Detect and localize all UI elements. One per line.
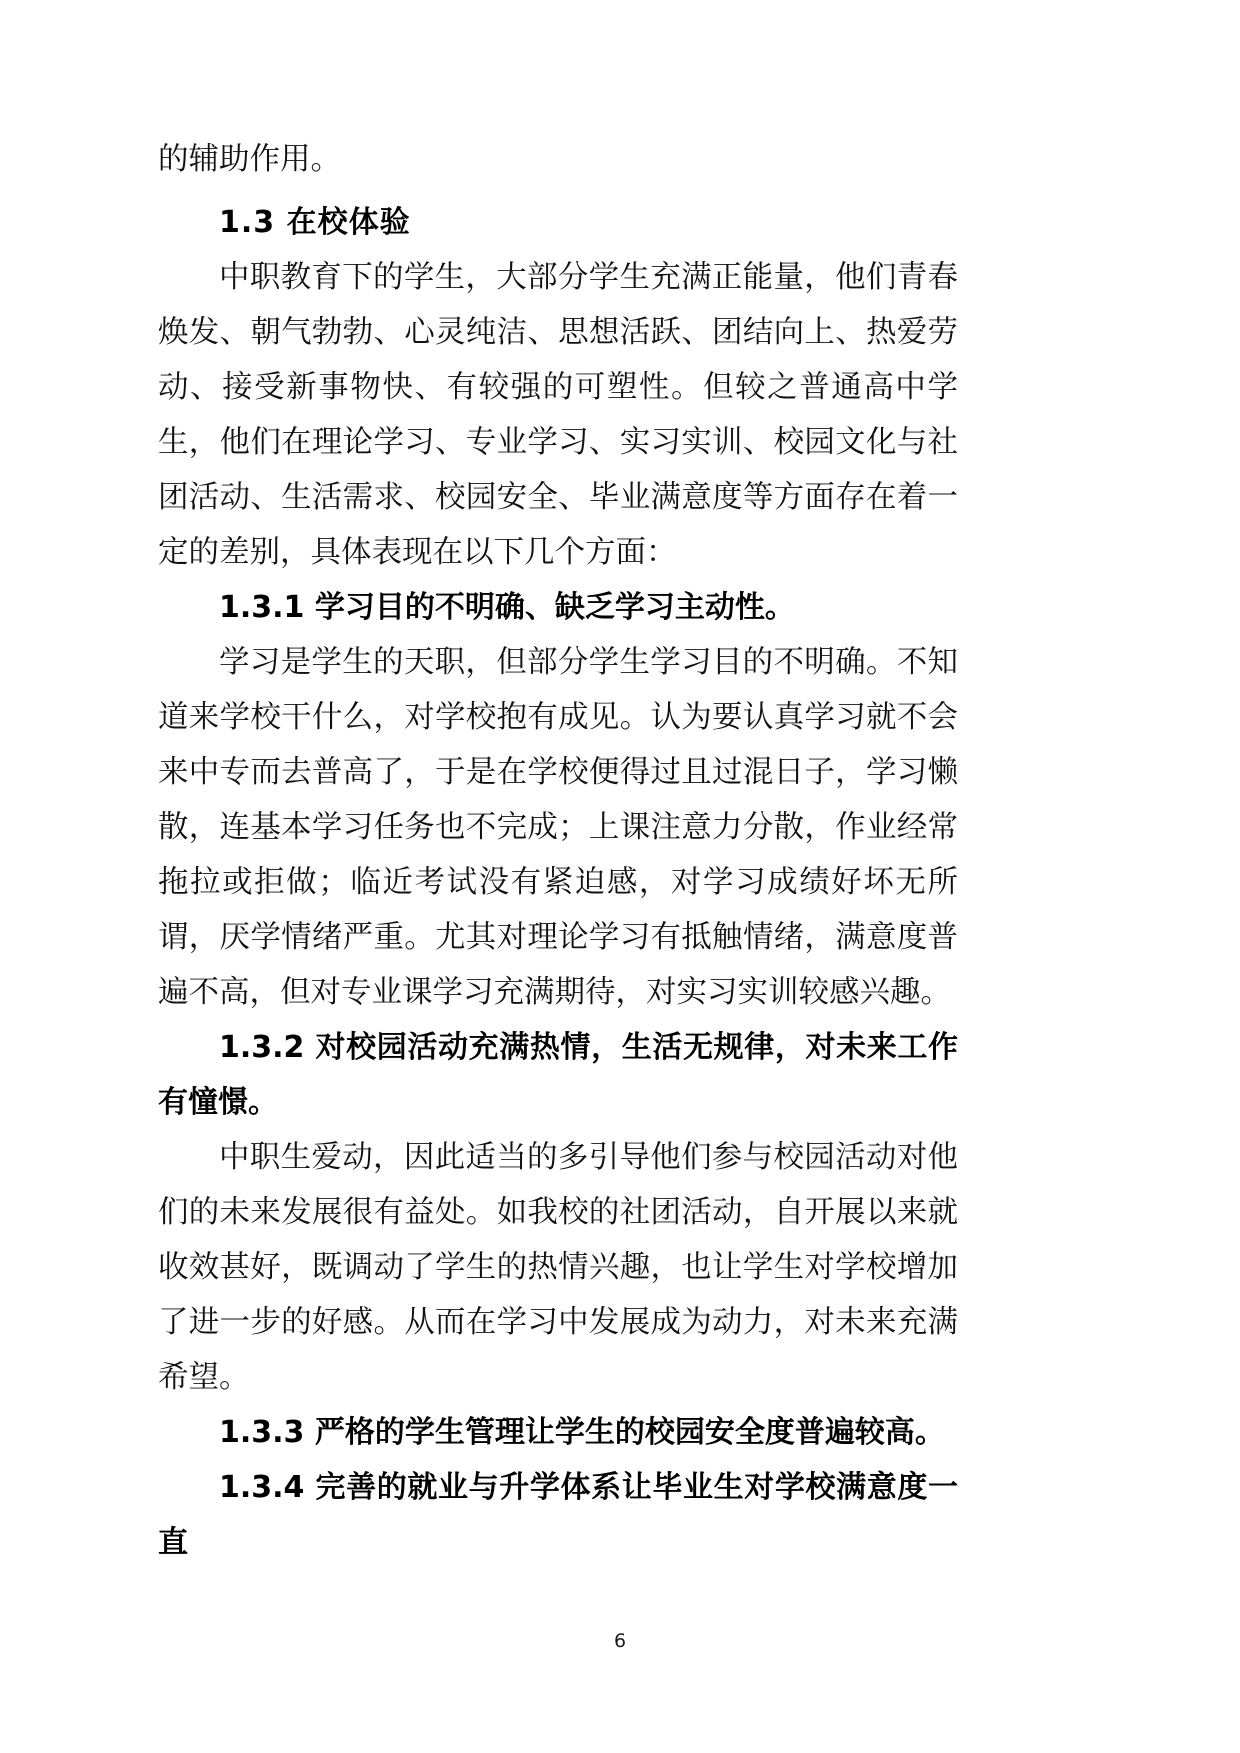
paragraph-campus-activities: 中职生爱动，因此适当的多引导他们参与校园活动对他们的未来发展很有益处。如我校的社团活动，自开展以来就收效甚好，既调动了学生的热情兴趣，也让学生对学校增加了进一步的好感。从而在学习中发展成为动力，对未来充满希望。 [158,1140,958,1395]
heading-section-1-3-4: 1.3.4 完善的就业与升学体系让毕业生对学校满意度一直 [158,1470,958,1560]
heading-section-1-3-1: 1.3.1 学习目的不明确、缺乏学习主动性。 [219,590,795,625]
page-number: 6 [613,1630,627,1652]
spacer [158,187,958,195]
paragraph-school-experience-intro: 中职教育下的学生，大部分学生充满正能量，他们青春焕发、朝气勃勃、心灵纯洁、思想活跃、团结向上、热爱劳动、接受新事物快、有较强的可塑性。但较之普通高中学生，他们在理论学习、专业学习、实习实训、校园文化与社团活动、生活需求、校园安全、毕业满意度等方面存在着一定的差别，具体表现在以下几个方面： [158,260,958,570]
heading-section-1-3-2: 1.3.2 对校园活动充满热情，生活无规律，对未来工作有憧憬。 [158,1030,958,1120]
paragraph-carryover: 的辅助作用。 [158,142,341,177]
paragraph-learning-purpose: 学习是学生的天职，但部分学生学习目的不明确。不知道来学校干什么，对学校抱有成见。认为要认真学习就不会来中专而去普高了，于是在学校便得过且过混日子，学习懒散，连基本学习任务也不完成；上课注意力分散，作业经常拖拉或拒做；临近考试没有紧迫感，对学习成绩好坏无所谓，厌学情绪严重。尤其对理论学习有抵触情绪，满意度普遍不高，但对专业课学习充满期待，对实习实训较感兴趣。 [158,645,958,1010]
heading-section-1-3: 1.3 在校体验 [219,205,411,240]
page-content [158,132,958,1570]
heading-section-1-3-3: 1.3.3 严格的学生管理让学生的校园安全度普遍较高。 [219,1415,945,1450]
